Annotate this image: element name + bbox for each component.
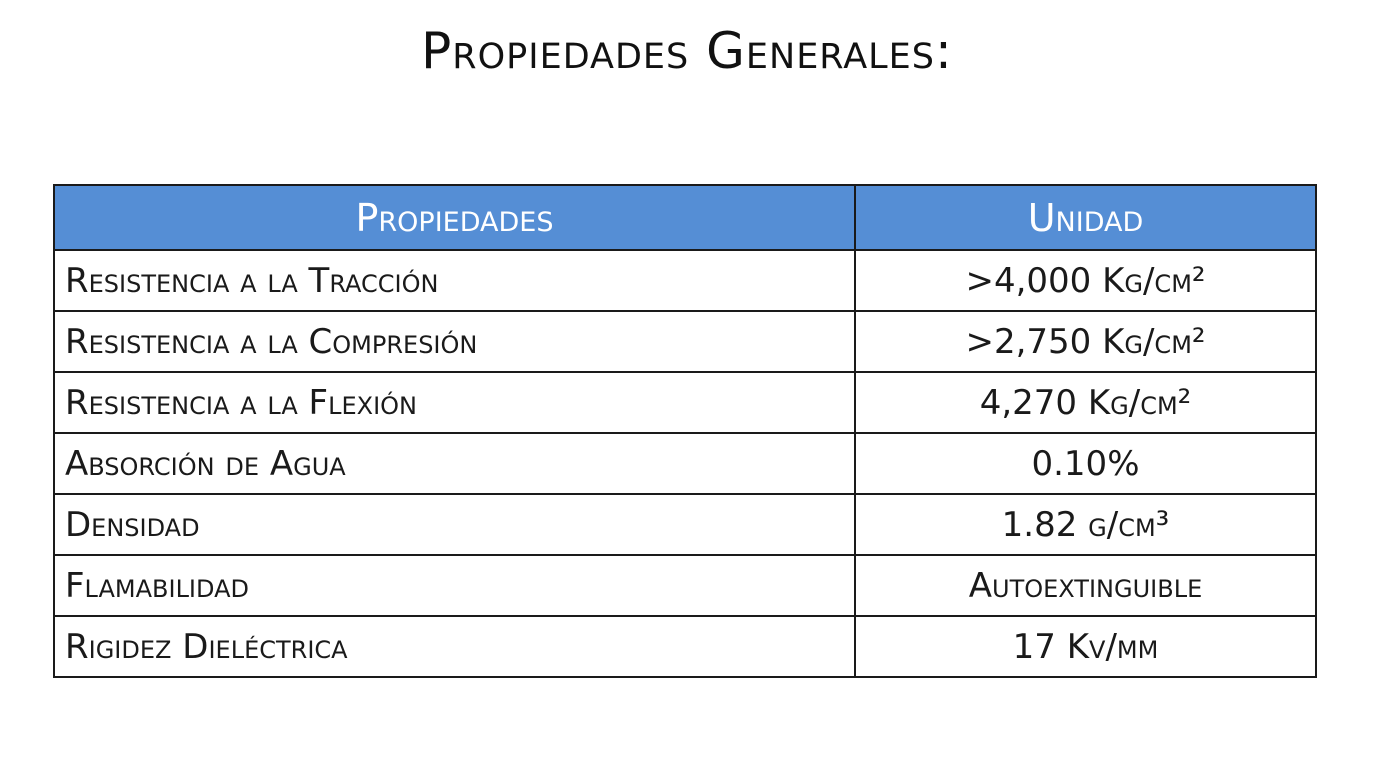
property-cell: Resistencia a la Flexión (54, 372, 855, 433)
table-row (54, 250, 1316, 311)
table-body (54, 250, 1316, 677)
properties-table (53, 184, 1317, 678)
header-properties: Propiedades (54, 185, 855, 250)
table-row (54, 433, 1316, 494)
unit-cell: 1.82 g/cm³ (855, 494, 1316, 555)
table-row (54, 311, 1316, 372)
table-row (54, 494, 1316, 555)
property-cell: Absorción de Agua (54, 433, 855, 494)
table-row (54, 372, 1316, 433)
unit-cell: >2,750 Kg/cm² (855, 311, 1316, 372)
unit-cell: 17 Kv/mm (855, 616, 1316, 677)
property-cell: Densidad (54, 494, 855, 555)
property-cell: Rigidez Dieléctrica (54, 616, 855, 677)
unit-cell: 0.10% (855, 433, 1316, 494)
table-header (54, 185, 1316, 250)
unit-cell: Autoextinguible (855, 555, 1316, 616)
property-cell: Resistencia a la Compresión (54, 311, 855, 372)
property-cell: Flamabilidad (54, 555, 855, 616)
unit-cell: 4,270 Kg/cm² (855, 372, 1316, 433)
table-row (54, 555, 1316, 616)
page-title: Propiedades Generales: (421, 22, 953, 80)
table-row (54, 616, 1316, 677)
unit-cell: >4,000 Kg/cm² (855, 250, 1316, 311)
header-row (54, 185, 1316, 250)
property-cell: Resistencia a la Tracción (54, 250, 855, 311)
header-unit: Unidad (855, 185, 1316, 250)
